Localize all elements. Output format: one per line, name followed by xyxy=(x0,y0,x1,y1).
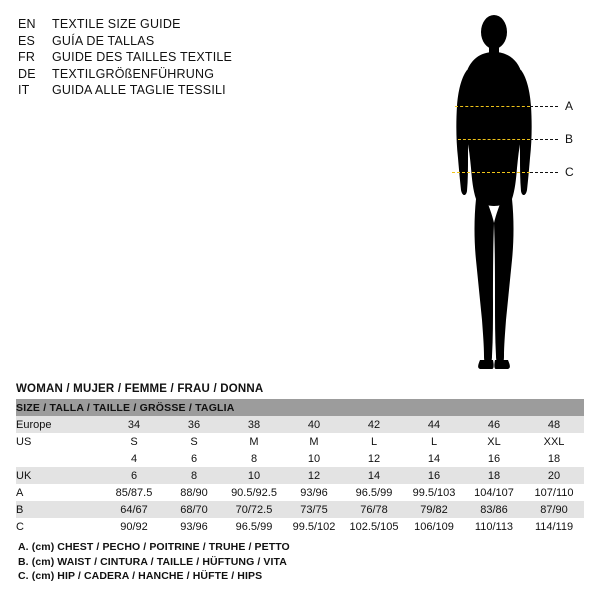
cell: 79/82 xyxy=(404,501,464,518)
cell: 110/113 xyxy=(464,518,524,535)
cell: 64/67 xyxy=(104,501,164,518)
cell: 42 xyxy=(344,416,404,433)
language-row xyxy=(18,66,348,83)
cell: 83/86 xyxy=(464,501,524,518)
language-code: IT xyxy=(18,83,30,97)
cell: 99.5/103 xyxy=(404,484,464,501)
cell: 4 xyxy=(104,450,164,467)
cell: 16 xyxy=(404,467,464,484)
cell: 46 xyxy=(464,416,524,433)
body-figure xyxy=(400,8,600,378)
cell: 104/107 xyxy=(464,484,524,501)
language-list xyxy=(18,16,348,99)
cell: 96.5/99 xyxy=(344,484,404,501)
row-label: A xyxy=(16,484,104,501)
size-table xyxy=(16,399,584,535)
measure-label-b: B xyxy=(565,132,574,146)
language-row xyxy=(18,82,348,99)
cell: 44 xyxy=(404,416,464,433)
cell: 68/70 xyxy=(164,501,224,518)
cell: XXL xyxy=(524,433,584,450)
measure-label-c: C xyxy=(565,165,574,179)
table-row xyxy=(16,416,584,433)
table-header-row xyxy=(16,399,584,416)
table-row xyxy=(16,518,584,535)
table-row xyxy=(16,467,584,484)
table-row xyxy=(16,433,584,450)
row-label: B xyxy=(16,501,104,518)
cell: M xyxy=(284,433,344,450)
cell: S xyxy=(164,433,224,450)
measure-leader-waist xyxy=(530,139,558,140)
cell: 114/119 xyxy=(524,518,584,535)
cell: 76/78 xyxy=(344,501,404,518)
language-title: TEXTILE SIZE GUIDE xyxy=(52,17,181,31)
row-label: UK xyxy=(16,467,104,484)
language-row xyxy=(18,16,348,33)
measure-leader-hip xyxy=(530,172,558,173)
cell: 102.5/105 xyxy=(344,518,404,535)
cell: 48 xyxy=(524,416,584,433)
table-row xyxy=(16,501,584,518)
language-code: FR xyxy=(18,50,36,64)
cell: 93/96 xyxy=(164,518,224,535)
language-title: TEXTILGRÖßENFÜHRUNG xyxy=(52,66,215,81)
cell: 85/87.5 xyxy=(104,484,164,501)
legend-waist: B. (cm) WAIST / CINTURA / TAILLE / HÜFTUNG / VITA xyxy=(18,555,287,568)
measure-line-chest xyxy=(455,106,530,107)
language-title: GUIDA ALLE TAGLIE TESSILI xyxy=(52,83,226,97)
legend-hip: C. (cm) HIP / CADERA / HANCHE / HÜFTE / HIPS xyxy=(18,570,263,582)
cell: 18 xyxy=(524,450,584,467)
cell: 70/72.5 xyxy=(224,501,284,518)
language-code: EN xyxy=(18,17,36,31)
cell: 14 xyxy=(344,467,404,484)
cell: 90.5/92.5 xyxy=(224,484,284,501)
cell: 6 xyxy=(104,467,164,484)
female-silhouette-icon xyxy=(430,8,560,376)
language-code: ES xyxy=(18,33,36,48)
language-title: GUIDE DES TAILLES TEXTILE xyxy=(52,50,233,64)
cell: 20 xyxy=(524,467,584,484)
cell: 106/109 xyxy=(404,518,464,535)
cell: 8 xyxy=(164,467,224,484)
cell: 88/90 xyxy=(164,484,224,501)
table-row xyxy=(16,450,584,467)
measure-leader-chest xyxy=(530,106,558,107)
cell: 6 xyxy=(164,450,224,467)
cell: 10 xyxy=(224,467,284,484)
size-table-section xyxy=(16,383,584,535)
cell: M xyxy=(224,433,284,450)
cell: XL xyxy=(464,433,524,450)
language-row xyxy=(18,49,348,66)
measure-line-hip xyxy=(452,172,530,173)
cell: 8 xyxy=(224,450,284,467)
language-title: GUÍA DE TALLAS xyxy=(52,33,155,48)
cell: 40 xyxy=(284,416,344,433)
cell: 12 xyxy=(344,450,404,467)
measure-line-waist xyxy=(458,139,530,140)
cell: 107/110 xyxy=(524,484,584,501)
cell: 10 xyxy=(284,450,344,467)
cell: L xyxy=(344,433,404,450)
cell: S xyxy=(104,433,164,450)
cell: 18 xyxy=(464,467,524,484)
measure-label-a: A xyxy=(565,99,574,113)
cell: 16 xyxy=(464,450,524,467)
cell: 99.5/102 xyxy=(284,518,344,535)
table-caption: WOMAN / MUJER / FEMME / FRAU / DONNA xyxy=(16,383,264,395)
cell: 38 xyxy=(224,416,284,433)
cell: 73/75 xyxy=(284,501,344,518)
cell: 34 xyxy=(104,416,164,433)
cell: 93/96 xyxy=(284,484,344,501)
language-row xyxy=(18,33,348,50)
row-label: C xyxy=(16,518,104,535)
cell: 14 xyxy=(404,450,464,467)
cell: L xyxy=(404,433,464,450)
legend-chest: A. (cm) CHEST / PECHO / POITRINE / TRUHE / PETTO xyxy=(18,541,290,553)
cell: 36 xyxy=(164,416,224,433)
row-label xyxy=(16,450,104,467)
language-code: DE xyxy=(18,66,36,81)
row-label: Europe xyxy=(16,416,104,433)
measurement-legend xyxy=(18,540,578,584)
cell: 90/92 xyxy=(104,518,164,535)
table-header-label: SIZE / TALLA / TAILLE / GRÖSSE / TAGLIA xyxy=(16,399,584,416)
cell: 12 xyxy=(284,467,344,484)
table-row xyxy=(16,484,584,501)
row-label: US xyxy=(16,433,104,450)
cell: 96.5/99 xyxy=(224,518,284,535)
cell: 87/90 xyxy=(524,501,584,518)
